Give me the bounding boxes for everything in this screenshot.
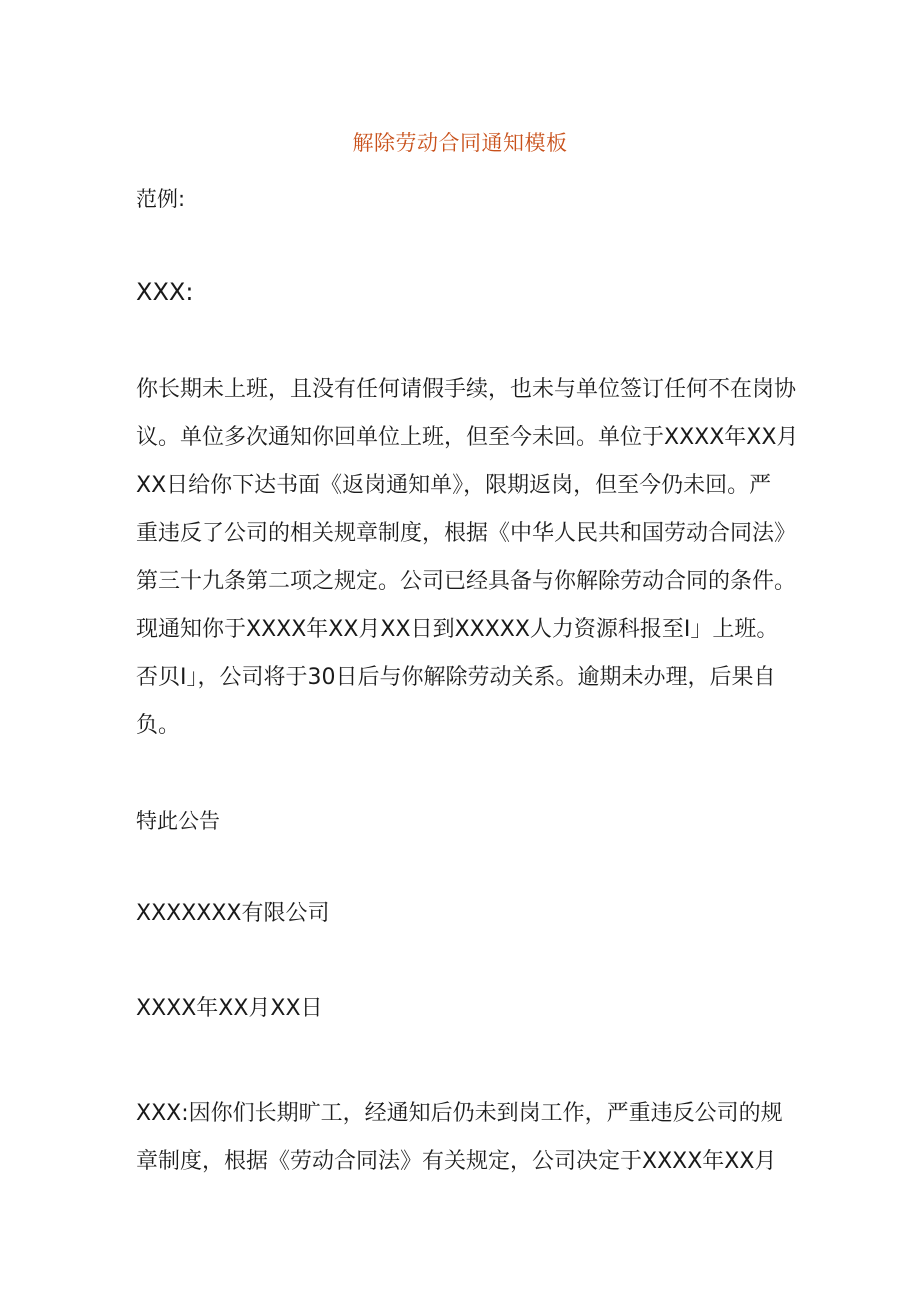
body-line: 议。单位多次通知你回单位上班，但至今未回。单位于XXXX年XX月 [136,425,799,450]
notice-close: 特此公告 [136,809,220,833]
body-line: 否贝I」，公司将于30日后与你解除劳动关系。逾期未办理，后果自 [136,665,776,690]
example-label: 范例: [136,187,186,211]
body-line: 负。 [136,713,181,738]
body-line: XX日给你下达书面《返岗通知单》，限期返岗，但至今仍未回。严 [136,473,772,498]
body-line: 第三十九条第二项之规定。公司已经具备与你解除劳动合同的条件。 [136,569,797,594]
notice-body [136,366,799,750]
addressee: XXX: [136,278,194,306]
body-line: 你长期未上班，且没有任何请假手续，也未与单位签订任何不在岗协 [136,377,797,402]
body-line: 重违反了公司的相关规章制度，根据《中华人民共和国劳动合同法》 [136,521,797,546]
body-line: 章制度，根据《劳动合同法》有关规定，公司决定于XXXX年XX月 [136,1149,777,1174]
second-notice [136,1090,796,1186]
body-line: XXX:因你们长期旷工，经通知后仍未到岗工作，严重违反公司的规 [136,1101,783,1126]
body-line: 现通知你于XXXX年XX月XX日到XXXXX人力资源科报至I」上班。 [136,617,779,642]
notice-date: XXXX年XX月XX日 [136,996,323,1021]
document-title: 解除劳动合同通知模板 [352,131,568,155]
company-name: XXXXXXX有限公司 [136,901,330,926]
